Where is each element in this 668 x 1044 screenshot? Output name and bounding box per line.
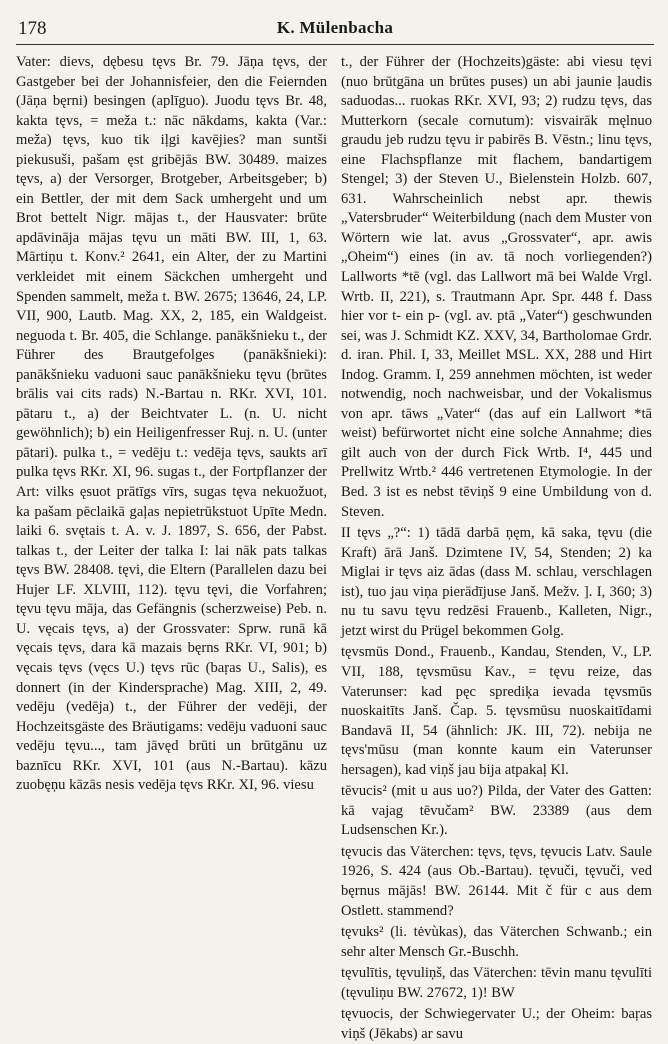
running-title: K. Mülenbacha bbox=[276, 18, 394, 37]
entry-tevulitis: tęvulītis, tęvuliņš, das Väterchen: tēvin manu tęvulīti (tęvuliņu BW. 27672, 1)! BW bbox=[341, 965, 652, 1001]
entry-tevs-ii: II tęvs „?“: 1) tādā darbā ņęm, kā saka, tęvu (die Kraft) ārā Janš. Dzimtene IV, 54, Stenden; 2) ka Miglai ir tęvs aiz ādas (dass M. schlau, verschlagen ist), tuo jau viņa pierādījuse Janš. Mežv. ]. I, 360; 3) nu tu savu tęvu redzēsi Frauenb., Kalleten, Nigr., jetzt wirst du Prügel bekommen Golg. bbox=[341, 525, 652, 639]
page-header bbox=[16, 16, 654, 45]
entry-tevuks: tęvuks² (li. tėvùkas), das Väterchen Schwanb.; ein sehr alter Mensch Gr.-Buschh. bbox=[341, 924, 652, 960]
left-column-paragraph: Vater: dievs, dębesu tęvs Br. 79. Jāņa tęvs, der Gastgeber bei der Johannisfeier, den die Feiernden (Jāņa bęrni) besingen (aplīguo). Juodu tęvs Br. 48, kakta tęvs, = meža t.: nāc nākdams, kakta (Var.: meža) tęvs, kuo tik iļgi kavējies? man suntši piekusuši, pašam ęst gribējās BW. 30489. maizes tęvs, a) der Versorger, Brotgeber, Arbeitsgeber; b) ein Bettler, der mit dem Sack umhergeht und um Brot bettelt Nigr. mājas t., der Hausvater: brūte apdāvināja mājas tęvu un māti BW. III, 1, 63. Mārtiņu t. Konv.² 2641, ein Alter, der zu Martini verkleidet mit einem Säckchen umhergeht und Spenden sammelt, meža t. BW. 2675; 13646, 24, LP. VII, 900, Lautb. Mag. XX, 2, 185, ein Waldgeist. neguoda t. Br. 405, die Schlange. panākšnieku t., der Führer des Brautgefolges (panākšnieki): panākšnieku vaduoni sauc panākšnieku tęvu (brūtes brālis vai cits rads) N.-Bartau n. RKr. XVI, 101. pātaru t., a) der Beichtvater L. (n. U. nicht gewöhnlich); b) ein Heiligenfresser Ruj. n. U. (unter pātari). pulka t., = vedēju t.: vedēja tęvs, saukts arī pulka tęvs RKr. XI, 96. sugas t., der Fortpflanzer der Art: vilks ęsuot prātīgs vīrs, sugas tęva nekuožuot, ka pašam pēclaikā gaļas nepietrūkstuot Upīte Medn. laiki 6. svętais t. A. v. J. 1897, S. 656, der Pabst. talkas t., der Leiter der talka I: lai nāk pats talkas tęvs BW. 28408. tęvi, die Eltern (Parallelen dazu bei Hujer LF. XLVIII, 112). tęvu tęvi, die Vorfahren; tęvu tęvu māja, das Gefängnis (scherzweise) Peb. n. U. vęcais tęvs, a) der Grossvater: Sprw. runā kā vęcais tęvs, dara kā mazais bęrns RKr. VI, 901; b) vęcais tęvs (vęcs U.) tęvs rūc (baŗas U., Salis), es donnert (in der Kindersprache) Mag. XIII, 2, 49. vedēju (vedēja) t., der Führer der vedēji, der Hochzeitsgäste des Bräutigams: vedēju vaduoni sauc vedēju tęvu..., tam jāvęd brūti un brūtgānu uz baznīcu RKr. XVI, 101 (aus N.-Bartau). kāzu zuobęņu kāzās nesis vedēja tęvs RKr. XI, 96. viesu bbox=[16, 54, 327, 794]
page-number: 178 bbox=[18, 18, 47, 39]
text-columns bbox=[16, 53, 654, 1044]
entry-tevucis-2: tēvucis² (mit u aus uo?) Pilda, der Vater des Gatten: kā vajag tēvučam² BW. 23389 (aus dem Ludsenschen Kr.). bbox=[341, 783, 652, 839]
entry-tevucis: tęvucis das Väterchen: tęvs, tęvs, tęvucis Latv. Saule 1926, S. 424 (aus Ob.-Bartau). tęvuči, tęvuči, ved bęrnus mājās! BW. 26144. Mit č für c aus dem Ostlett. stammend? bbox=[341, 843, 652, 919]
entry-continuation: t., der Führer der (Hochzeits)gäste: abi viesu tęvi (nuo brūtgāna un brūtes puses) un abi jaunie ļaudis saduodas... ruokas RKr. XVI, 93; 2) rudzu tęvs, das Mutterkorn (secale cornutum): visvairāk męlnuo graudu jeb rudzu tęvu ir pabirēs B. Vēstn.; linu tęvs, eine Flachspflanze mit flachem, bandartigem Stengel; 3) der Steven U., Bielenstein Holzb. 607, 631. Wahrscheinlich nebst apr. thewis „Vatersbruder“ Weiterbildung (nach dem Muster von Wörtern wie lat. avus „Grossvater“, apr. awis „Oheim“) eines (in av. tā noch vorliegenden?) Lallworts *tē (vgl. das Lallwort mā bei Walde Vrgl. Wrtb. II, 221), s. Trautmann Apr. Spr. 448 f. Dass hier vor t- ein p- (vgl. av. ptā „Vater“) geschwunden sei, was J. Schmidt KZ. XXV, 34, Bartholomae Grdr. d. iran. Phil. I, 33, Meillet MSL. XX, 288 und Hirt Indog. Gramm. I, 259 annehmen möchten, ist weder notwendig, noch nachweisbar, und der Vokalismus von apr. tāws „Vater“ (das auf ein Lallwort *tā weist) befürwortet nicht eine solche Annahme; dies gilt auch von der durch Fick Wrtb. I⁴, 445 und Prellwitz Wrtb.² 446 vertretenen Etymologie. In der Bed. 3 ist es nebst tēviņš 9 eine Umbildung von d. Steven. bbox=[341, 54, 652, 520]
left-column bbox=[16, 53, 327, 1044]
entry-tevuocis: tęvuocis, der Schwiegervater U.; der Oheim: baŗas viņš (Jēkabs) ar savu bbox=[341, 1006, 652, 1042]
entry-tevsmus: tęvsmūs Dond., Frauenb., Kandau, Stenden, V., LP. VII, 188, tęvsmūsu Kav., = tęvu reize, das Vaterunser: kad pęc sprediķa ievada tęvsmūs nuoskaitīts Janš. Čap. 5. tęvsmūsu nuoskaitīdami Bandavā II, 54 (ähnlich: JK. III, 72). nebija ne tęvs'mūsu (man konnte kaum ein Vaterunser hersagen), kad viņš jau bija atpakaļ Kl. bbox=[341, 644, 652, 778]
right-column bbox=[341, 53, 652, 1044]
